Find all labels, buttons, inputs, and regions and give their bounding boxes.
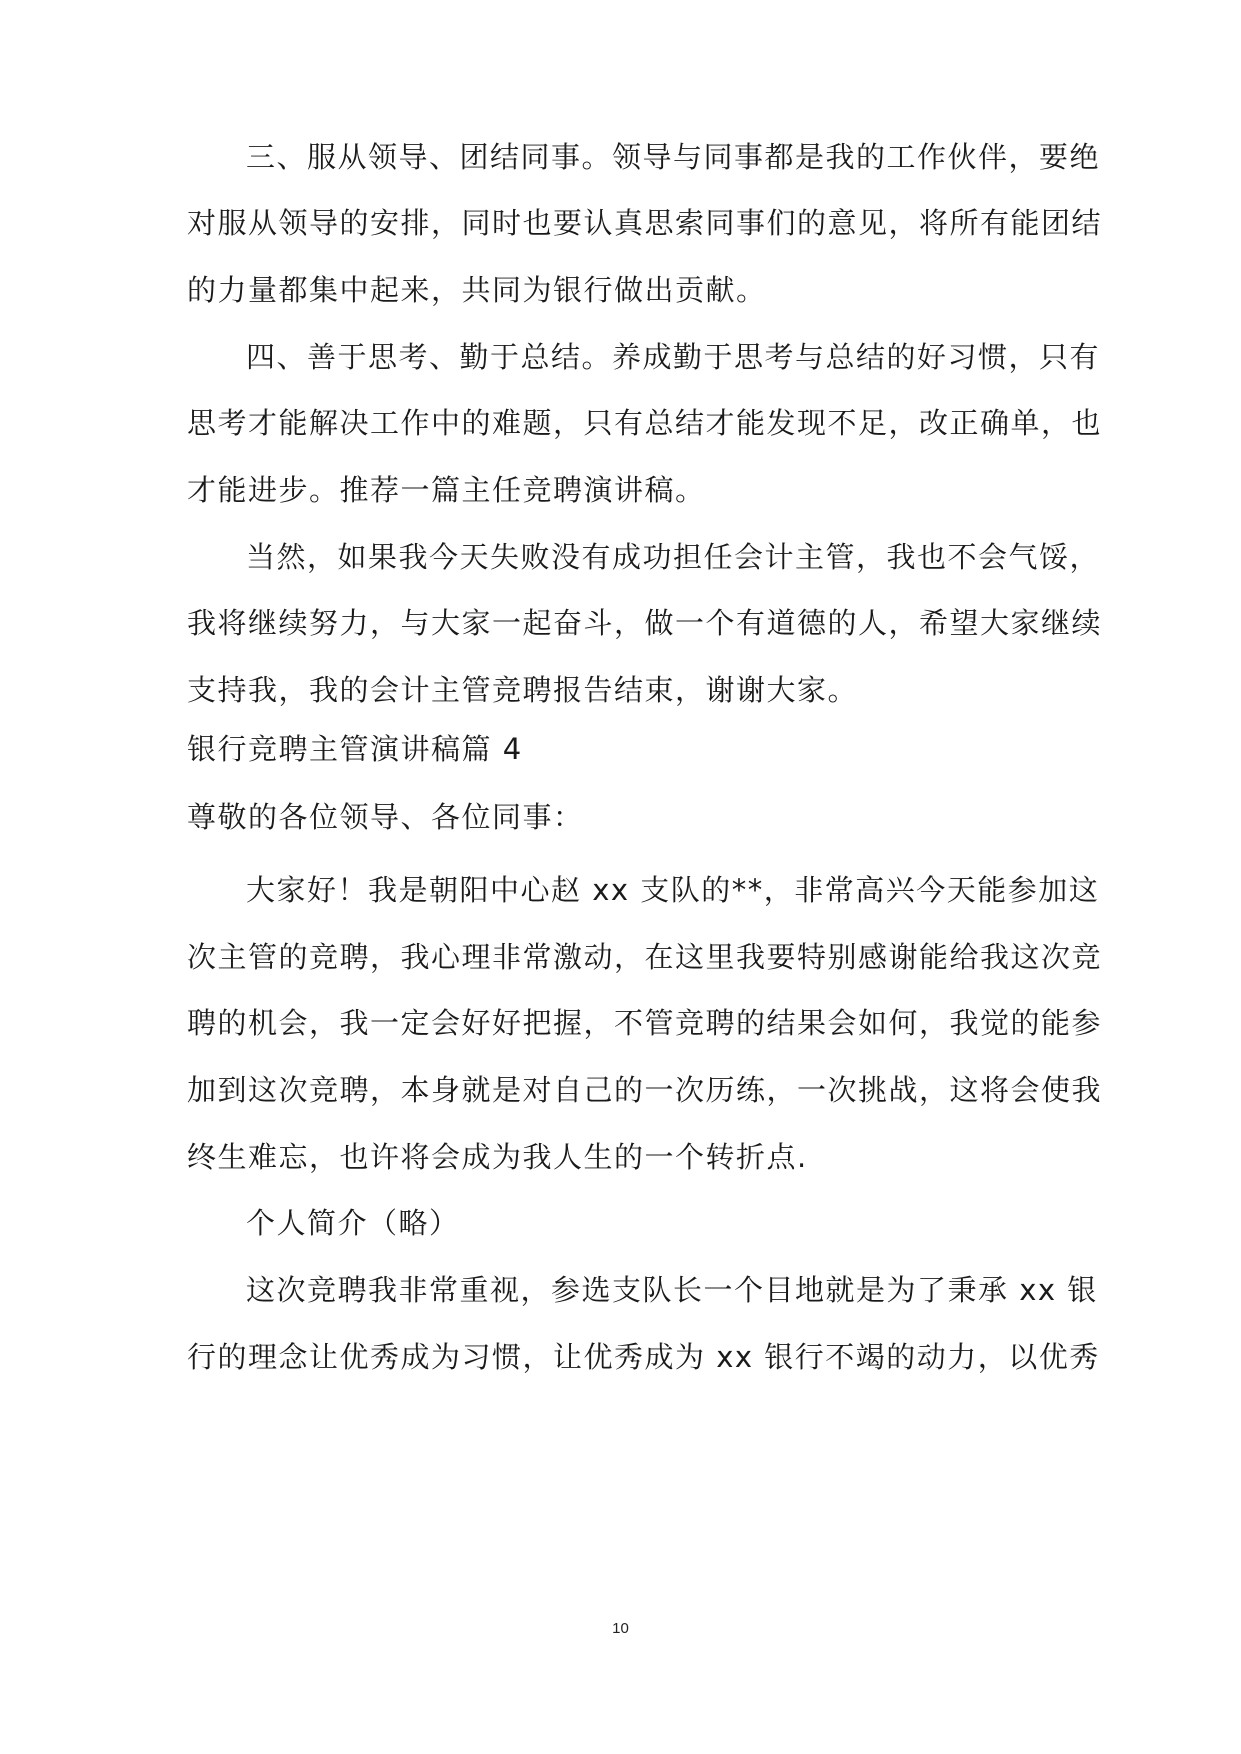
paragraph-line: 对服从领导的安排，同时也要认真思索同事们的意见，将所有能团结: [187, 206, 1103, 240]
page-number: 10: [612, 1620, 629, 1637]
section-heading: 银行竞聘主管演讲稿篇 4: [187, 732, 523, 766]
paragraph-line: 的力量都集中起来，共同为银行做出贡献。: [187, 273, 767, 307]
paragraph-line: 四、善于思考、勤于总结。养成勤于思考与总结的好习惯，只有: [246, 340, 1101, 374]
paragraph-line: 终生难忘，也许将会成为我人生的一个转折点.: [187, 1140, 808, 1174]
paragraph-line: 行的理念让优秀成为习惯，让优秀成为 xx 银行不竭的动力，以优秀: [187, 1340, 1100, 1374]
paragraph-line: 大家好！我是朝阳中心赵 xx 支队的**，非常高兴今天能参加这: [246, 873, 1100, 907]
paragraph-line: 当然，如果我今天失败没有成功担任会计主管，我也不会气馁，: [246, 540, 1101, 574]
paragraph-line: 聘的机会，我一定会好好把握，不管竞聘的结果会如何，我觉的能参: [187, 1006, 1103, 1040]
paragraph-line: 三、服从领导、团结同事。领导与同事都是我的工作伙伴，要绝: [246, 140, 1101, 174]
paragraph-line: 加到这次竞聘，本身就是对自己的一次历练，一次挑战，这将会使我: [187, 1073, 1103, 1107]
paragraph-line: 思考才能解决工作中的难题，只有总结才能发现不足，改正确单，也: [187, 406, 1103, 440]
subheading: 个人简介（略）: [246, 1206, 460, 1240]
paragraph-line: 次主管的竞聘，我心理非常激动，在这里我要特别感谢能给我这次竞: [187, 940, 1103, 974]
paragraph-line: 这次竞聘我非常重视，参选支队长一个目地就是为了秉承 xx 银: [246, 1273, 1098, 1307]
paragraph-line: 支持我，我的会计主管竞聘报告结束，谢谢大家。: [187, 673, 859, 707]
salutation: 尊敬的各位领导、各位同事：: [187, 800, 584, 834]
paragraph-line: 才能进步。推荐一篇主任竞聘演讲稿。: [187, 473, 706, 507]
paragraph-line: 我将继续努力，与大家一起奋斗，做一个有道德的人，希望大家继续: [187, 606, 1103, 640]
